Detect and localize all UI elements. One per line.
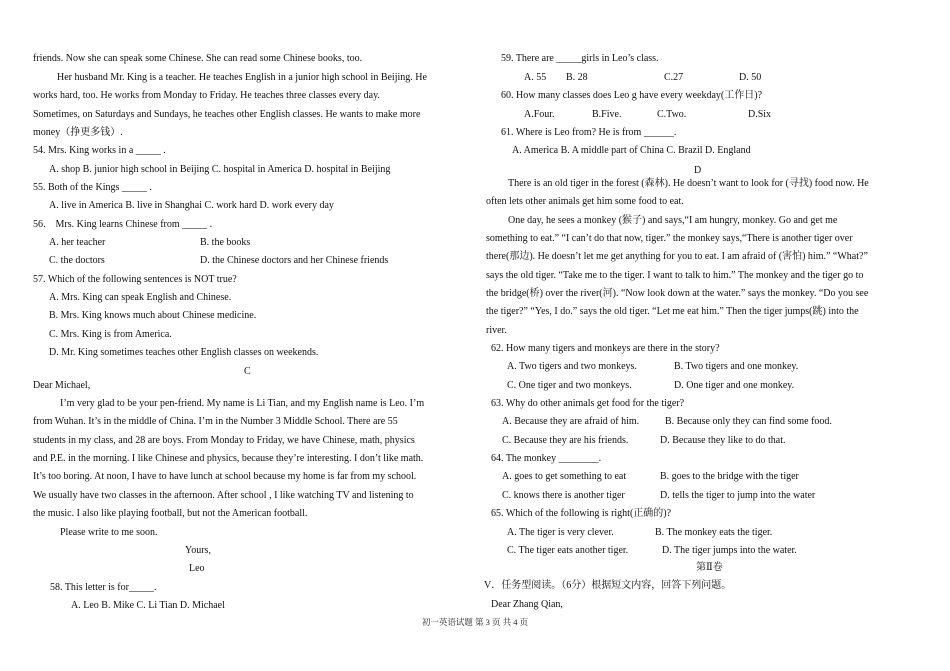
option-c: C.Two.	[657, 109, 687, 120]
passage-b-line: Her husband Mr. King is a teacher. He teaches English in a junior high school in Beijing. He	[57, 72, 427, 83]
passage-d-line: the tiger?” “Yes, I do.” says the old tiger. “Let me eat him.” Then the tiger jumps(跳) into the	[486, 306, 859, 317]
option-a: A. her teacher	[49, 237, 106, 248]
part-two-heading: 第Ⅱ卷	[696, 562, 723, 573]
option-d: D. the Chinese doctors and her Chinese friends	[200, 255, 389, 266]
option-b: B. Mrs. King knows much about Chinese medicine.	[49, 310, 257, 321]
option-b: B.Five.	[592, 109, 622, 120]
section-heading-c: C	[244, 366, 251, 377]
letter-salutation: Dear Zhang Qian,	[491, 599, 563, 610]
question-55-options: A. live in America B. live in Shanghai C. work hard D. work every day	[49, 200, 334, 211]
letter-line: It’s too boring. At noon, I have to have lunch at school because my home is far from my school.	[33, 471, 417, 482]
passage-b-line: money（挣更多钱）.	[33, 127, 123, 138]
question-60: 60. How many classes does Leo g have every weekday(工作日)?	[501, 90, 763, 101]
letter-line: We usually have two classes in the afternoon. After school , I like watching TV and listening to	[33, 490, 414, 501]
passage-d-line: river.	[486, 325, 507, 336]
letter-line: I’m very glad to be your pen-friend. My name is Li Tian, and my English name is Leo. I’m	[60, 398, 425, 409]
letter-salutation: Dear Michael,	[33, 380, 91, 391]
passage-d-line: often lets other animals get him some food to eat.	[486, 196, 684, 207]
option-a: A.Four.	[524, 109, 555, 120]
option-a: A. Two tigers and two monkeys.	[507, 361, 637, 372]
letter-line: from Wuhan. It’s in the middle of China. I’m in the Number 3 Middle School. There are 55	[33, 416, 398, 427]
task-five-instruction: V．任务型阅读。（6分）根据短文内容，回答下列问题。	[484, 580, 732, 591]
letter-closing: Yours,	[185, 545, 211, 556]
passage-d-line: There is an old tiger in the forest (森林). He doesn’t want to look for (寻找) food now. He	[508, 178, 869, 189]
question-56: 56． Mrs. King learns Chinese from _____ .	[33, 219, 213, 230]
letter-line: and P.E. in the morning. I like Chinese and physics, because they’re interesting. I don’t like math.	[33, 453, 424, 464]
question-54: 54. Mrs. King works in a _____ .	[33, 145, 166, 156]
letter-line: the music. I also like playing football, but not the American football.	[33, 508, 308, 519]
option-d: D. 50	[739, 72, 762, 83]
passage-d-line: something to eat.” “I can’t do that now, tiger.” the monkey says,“There is another tiger over	[486, 233, 853, 244]
option-c: C. The tiger eats another tiger.	[507, 545, 629, 556]
option-a: A. goes to get something to eat	[502, 471, 627, 482]
question-55: 55. Both of the Kings _____ .	[33, 182, 152, 193]
passage-d-line: One day, he sees a monkey (猴子) and says,“I am hungry, monkey. Go and get me	[508, 215, 838, 226]
option-c: C. the doctors	[49, 255, 105, 266]
option-a: A. Because they are afraid of him.	[502, 416, 640, 427]
option-c: C. Mrs. King is from America.	[49, 329, 172, 340]
passage-b-line: friends. Now she can speak some Chinese. She can read some Chinese books, too.	[33, 53, 363, 64]
option-d: D. tells the tiger to jump into the water	[660, 490, 816, 501]
option-d: D.Six	[748, 109, 772, 120]
page-footer: 初一英语试题 第 3 页 共 4 页	[421, 617, 529, 627]
option-c: C. Because they are his friends.	[502, 435, 629, 446]
option-b: B. Two tigers and one monkey.	[674, 361, 799, 372]
option-d: D. One tiger and one monkey.	[674, 380, 795, 391]
option-b: B. The monkey eats the tiger.	[655, 527, 773, 538]
question-64: 64. The monkey ________.	[491, 453, 602, 464]
option-a: A. The tiger is very clever.	[507, 527, 614, 538]
passage-d-line: the bridge(桥) over the river(河). “Now look down at the water.” says the monkey. “Do you see	[486, 288, 869, 299]
letter-line: Please write to me soon.	[60, 527, 158, 538]
option-b: B. the books	[200, 237, 251, 248]
question-63: 63. Why do other animals get food for the tiger?	[491, 398, 685, 409]
question-61-options: A. America B. A middle part of China C. Brazil D. England	[512, 145, 751, 156]
letter-line: students in my class, and 28 are boys. From Monday to Friday, we have Chinese, math, physics	[33, 435, 415, 446]
option-d: D. Because they like to do that.	[660, 435, 786, 446]
option-d: D. The tiger jumps into the water.	[662, 545, 797, 556]
option-d: D. Mr. King sometimes teaches other English classes on weekends.	[49, 347, 319, 358]
letter-signature: Leo	[189, 563, 205, 574]
option-c: C.27	[664, 72, 684, 83]
question-59: 59. There are _____girls in Leo’s class.	[501, 53, 659, 64]
option-b: B. Because only they can find some food.	[665, 416, 832, 427]
passage-b-line: works hard, too. He works from Monday to Friday. He teaches three classes every day.	[33, 90, 380, 101]
passage-b-line: Sometimes, on Saturdays and Sundays, he teaches other English classes. He wants to make more	[33, 109, 421, 120]
passage-d-line: there(那边). He doesn’t let me get anything for you to eat. I am afraid of (害怕) him.” “What?”	[486, 251, 868, 262]
question-58-options: A. Leo B. Mike C. Li Tian D. Michael	[71, 600, 225, 611]
option-c: C. knows there is another tiger	[502, 490, 625, 501]
question-62: 62. How many tigers and monkeys are there in the story?	[491, 343, 720, 354]
section-heading-d: D	[694, 165, 702, 176]
question-57: 57. Which of the following sentences is NOT true?	[33, 274, 237, 285]
option-b: B. 28	[566, 72, 588, 83]
passage-d-line: says the old tiger. “Take me to the tiger. I want to talk to him.” The monkey and the tiger go to	[486, 270, 864, 281]
question-54-options: A. shop B. junior high school in Beijing C. hospital in America D. hospital in Beijing	[49, 164, 391, 175]
option-c: C. One tiger and two monkeys.	[507, 380, 632, 391]
option-a: A. Mrs. King can speak English and Chinese.	[49, 292, 232, 303]
question-58: 58. This letter is for_____.	[50, 582, 157, 593]
option-b: B. goes to the bridge with the tiger	[660, 471, 799, 482]
question-61: 61. Where is Leo from? He is from ______.	[501, 127, 677, 138]
question-65: 65. Which of the following is right(正确的)?	[491, 508, 672, 519]
option-a: A. 55	[524, 72, 547, 83]
